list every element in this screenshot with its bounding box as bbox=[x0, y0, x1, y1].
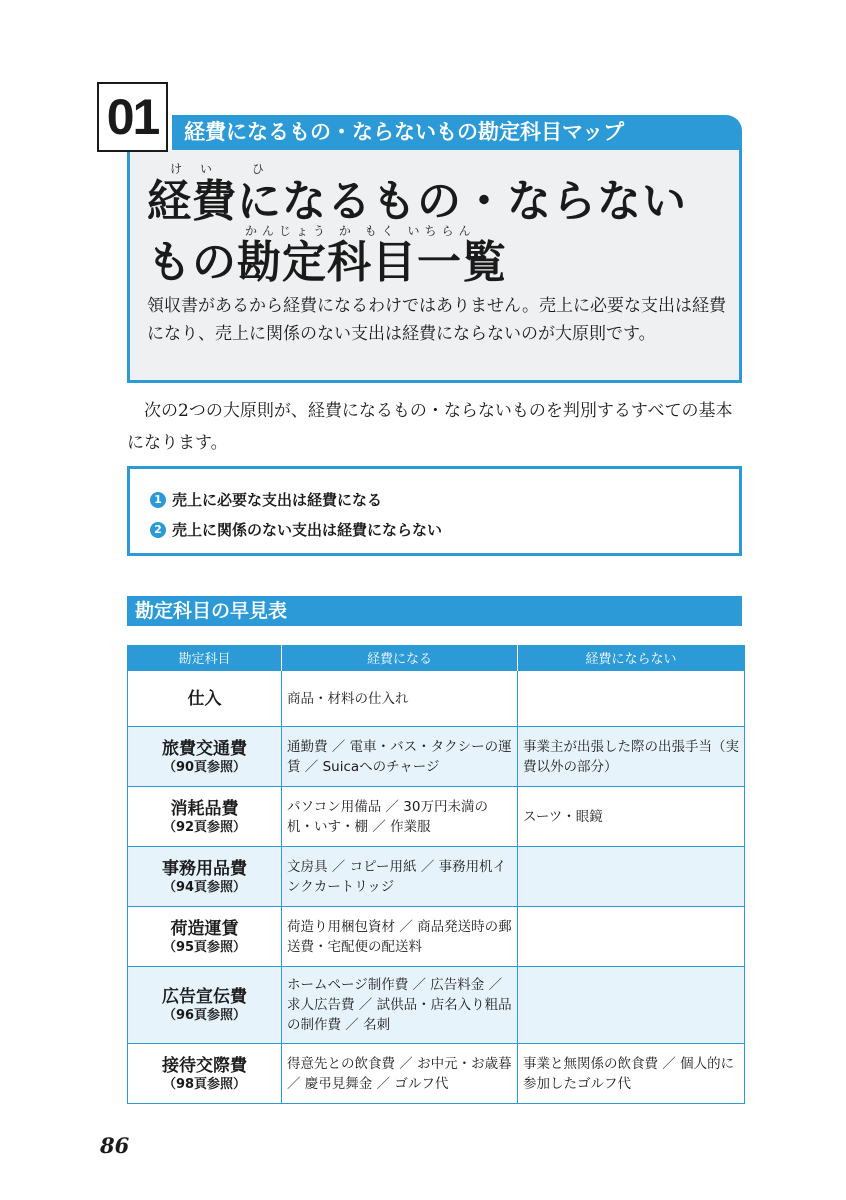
expense-cell: ホームページ制作費 ／ 広告料金 ／ 求人広告費 ／ 試供品・店名入り粗品の制作費 ／ 名刺 bbox=[282, 967, 518, 1044]
page-reference: （92頁参照） bbox=[162, 819, 247, 835]
account-name: 広告宣伝費 bbox=[162, 987, 247, 1007]
number-badge: 2 bbox=[150, 522, 166, 538]
non-expense-cell: 事業主が出張した際の出張手当（実費以外の部分） bbox=[518, 727, 745, 787]
table-row bbox=[128, 907, 745, 967]
table-header-row bbox=[128, 645, 745, 671]
principle-text: 売上に必要な支出は経費になる bbox=[172, 491, 383, 509]
page-reference: （94頁参照） bbox=[162, 879, 247, 895]
account-name: 仕入 bbox=[187, 688, 222, 709]
expense-cell: 得意先との飲食費 ／ お中元・お歳暮 ／ 慶弔見舞金 ／ ゴルフ代 bbox=[282, 1044, 518, 1104]
title-description: 領収書があるから経費になるわけではありません。売上に必要な支出は経費になり、売上に関係のない支出は経費にならないのが大原則です。 bbox=[147, 296, 727, 344]
non-expense-cell bbox=[518, 967, 745, 1044]
account-name-cell bbox=[128, 787, 282, 847]
page-title-line2: もの勘定科目一覧 bbox=[147, 237, 507, 288]
account-name-cell bbox=[128, 1044, 282, 1104]
non-expense-cell bbox=[518, 671, 745, 727]
title-ruby-2: かんじょう か もく いちらん bbox=[245, 224, 476, 238]
number-badge: 1 bbox=[150, 492, 166, 508]
table-row bbox=[128, 1044, 745, 1104]
account-name: 荷造運賃 bbox=[170, 918, 239, 939]
account-name-cell bbox=[128, 671, 282, 727]
section-number: 01 bbox=[97, 82, 168, 152]
page-reference: （98頁参照） bbox=[162, 1076, 247, 1092]
account-name: 消耗品費 bbox=[170, 798, 239, 819]
table-row bbox=[128, 787, 745, 847]
table-row bbox=[128, 967, 745, 1044]
page-reference: （96頁参照） bbox=[162, 1008, 247, 1023]
account-name-cell bbox=[128, 847, 282, 907]
table-row bbox=[128, 671, 745, 727]
title-ruby-1: けい ひ bbox=[170, 162, 282, 176]
account-name: 接待交際費 bbox=[162, 1055, 247, 1076]
non-expense-cell: 事業と無関係の飲食費 ／ 個人的に参加したゴルフ代 bbox=[518, 1044, 745, 1104]
page-title-line1: 経費になるもの・ならない bbox=[147, 176, 687, 227]
expense-cell: 荷造り用梱包資材 ／ 商品発送時の郵送費・宅配便の配送料 bbox=[282, 907, 518, 967]
non-expense-cell bbox=[518, 907, 745, 967]
page-number: 86 bbox=[100, 1133, 130, 1158]
column-header: 勘定科目 bbox=[128, 645, 282, 671]
non-expense-cell: スーツ・眼鏡 bbox=[518, 787, 745, 847]
principle-text: 売上に関係のない支出は経費にならない bbox=[172, 521, 443, 539]
table-row bbox=[128, 727, 745, 787]
expense-cell: 商品・材料の仕入れ bbox=[282, 671, 518, 727]
principles-box bbox=[127, 466, 742, 556]
account-name: 旅費交通費 bbox=[162, 738, 247, 759]
account-table bbox=[127, 645, 745, 1104]
expense-cell: 文房具 ／ コピー用紙 ／ 事務用机インクカートリッジ bbox=[282, 847, 518, 907]
column-header: 経費になる bbox=[282, 645, 518, 671]
intro-paragraph: 次の2つの大原則が、経費になるもの・ならないものを判別するすべての基本になります。 bbox=[127, 401, 733, 453]
principle-item bbox=[150, 489, 382, 510]
principle-item bbox=[150, 519, 442, 540]
non-expense-cell bbox=[518, 847, 745, 907]
account-name-cell bbox=[128, 967, 282, 1044]
page-reference: （90頁参照） bbox=[162, 759, 247, 775]
account-name: 事務用品費 bbox=[162, 858, 247, 879]
account-name-cell bbox=[128, 907, 282, 967]
page-reference: （95頁参照） bbox=[162, 939, 247, 955]
expense-cell: パソコン用備品 ／ 30万円未満の机・いす・棚 ／ 作業服 bbox=[282, 787, 518, 847]
expense-cell: 通勤費 ／ 電車・バス・タクシーの運賃 ／ Suicaへのチャージ bbox=[282, 727, 518, 787]
table-title: 勘定科目の早見表 bbox=[127, 596, 742, 626]
column-header: 経費にならない bbox=[518, 645, 745, 671]
section-header: 経費になるもの・ならないもの勘定科目マップ bbox=[172, 115, 742, 150]
account-name-cell bbox=[128, 727, 282, 787]
table-row bbox=[128, 847, 745, 907]
